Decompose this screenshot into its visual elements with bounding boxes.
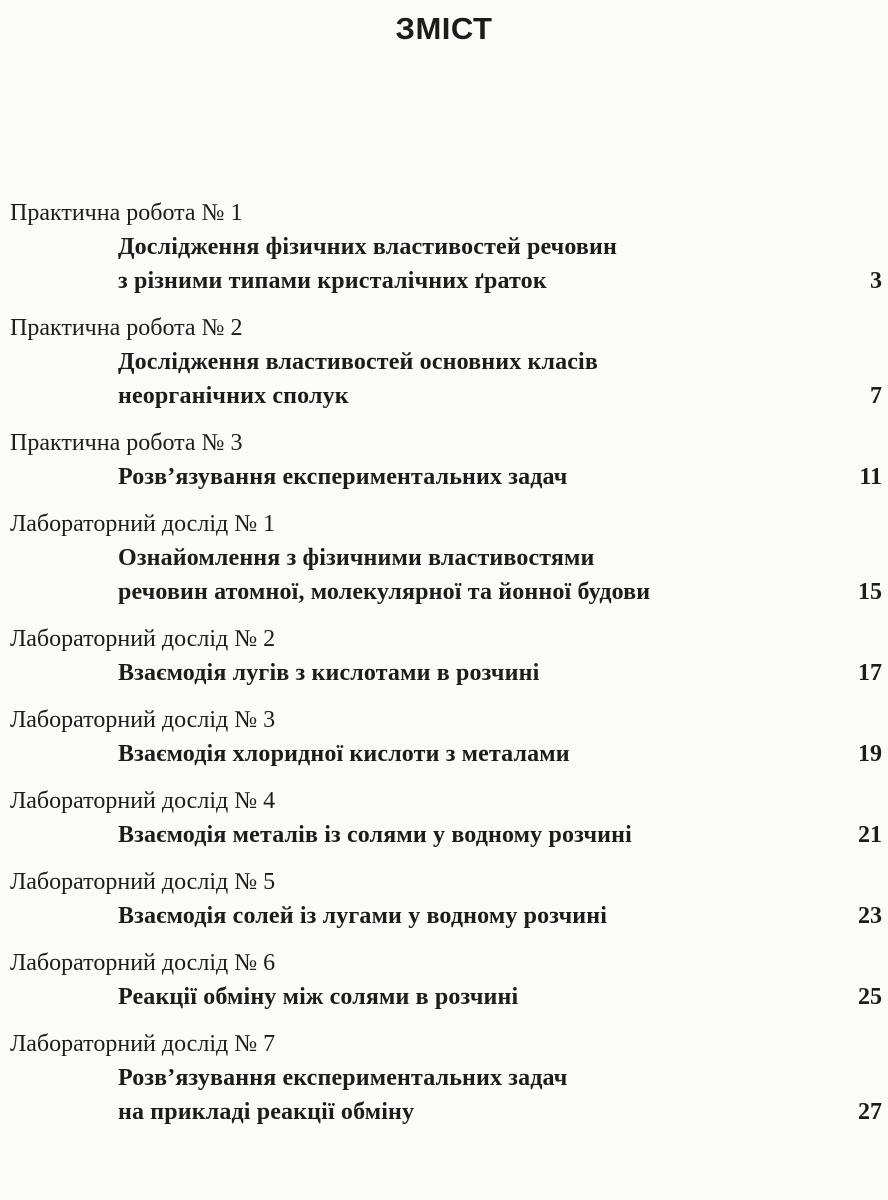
toc-entry-heading: Лабораторний дослід № 5 <box>10 869 276 895</box>
toc-entry-title-line: Взаємодія металів із солями у водному розчині <box>118 822 632 848</box>
toc-entry-title-line: неорганічних сполук <box>118 383 349 409</box>
toc-entry-title-line: Взаємодія хлоридної кислоти з металами <box>118 741 570 767</box>
toc-entry-title-line: Дослідження фізичних властивостей речовин <box>118 234 617 260</box>
toc-entry-body <box>10 818 882 852</box>
toc-entry-title-line: Дослідження властивостей основних класів <box>118 349 598 375</box>
toc-entry-body <box>10 541 882 609</box>
toc-entry-body <box>10 460 882 494</box>
toc-page-number: 19 <box>858 741 882 767</box>
toc-entry-heading: Лабораторний дослід № 4 <box>10 788 276 814</box>
toc-entry-title-line: Розв’язування експериментальних задач <box>118 1065 568 1091</box>
toc-entry-heading: Практична робота № 3 <box>10 430 243 456</box>
toc-entry[interactable] <box>10 196 882 298</box>
toc-entry-heading: Лабораторний дослід № 1 <box>10 511 276 537</box>
toc-entry-title-line: Розв’язування експериментальних задач <box>118 464 568 490</box>
toc-page-number: 23 <box>858 903 882 929</box>
toc-entry[interactable] <box>10 311 882 413</box>
toc-entry[interactable] <box>10 1027 882 1129</box>
toc-entry-heading: Лабораторний дослід № 2 <box>10 626 276 652</box>
toc-page-number: 21 <box>858 822 882 848</box>
toc-entry-body <box>10 345 882 413</box>
toc-entry-heading: Практична робота № 2 <box>10 315 243 341</box>
toc-entry[interactable] <box>10 946 882 1014</box>
toc-page-number: 3 <box>870 268 882 294</box>
toc-entry[interactable] <box>10 784 882 852</box>
toc-page-number: 17 <box>858 660 882 686</box>
toc-entry-heading: Лабораторний дослід № 6 <box>10 950 276 976</box>
toc-entry-heading: Лабораторний дослід № 7 <box>10 1031 276 1057</box>
toc-entry-title-line: з різними типами кристалічних ґраток <box>118 268 547 294</box>
toc-entry[interactable] <box>10 703 882 771</box>
toc-page-number: 7 <box>870 383 882 409</box>
toc-page-number: 15 <box>858 579 882 605</box>
toc-entry[interactable] <box>10 865 882 933</box>
toc-entry[interactable] <box>10 507 882 609</box>
toc-page-number: 27 <box>858 1099 882 1125</box>
toc-entry-body <box>10 980 882 1014</box>
toc-entry-heading: Лабораторний дослід № 3 <box>10 707 276 733</box>
toc-entry-body <box>10 230 882 298</box>
toc-page-number: 11 <box>859 464 882 490</box>
toc-entry-body <box>10 1061 882 1129</box>
toc-entry-title-line: Реакції обміну між солями в розчині <box>118 984 519 1010</box>
toc-entry[interactable] <box>10 622 882 690</box>
toc-entry-title-line: речовин атомної, молекулярної та йонної будови <box>118 579 651 605</box>
table-of-contents <box>10 196 882 1142</box>
toc-entry-body <box>10 656 882 690</box>
toc-entry-title-line: Взаємодія лугів з кислотами в розчині <box>118 660 540 686</box>
toc-entry-title-line: Ознайомлення з фізичними властивостями <box>118 545 595 571</box>
toc-entry-heading: Практична робота № 1 <box>10 200 243 226</box>
page-title: ЗМІСТ <box>395 11 493 46</box>
toc-entry-body <box>10 737 882 771</box>
toc-entry-title-line: Взаємодія солей із лугами у водному розчині <box>118 903 608 929</box>
toc-entry[interactable] <box>10 426 882 494</box>
toc-entry-title-line: на прикладі реакції обміну <box>118 1099 415 1125</box>
toc-entry-body <box>10 899 882 933</box>
toc-page-number: 25 <box>858 984 882 1010</box>
